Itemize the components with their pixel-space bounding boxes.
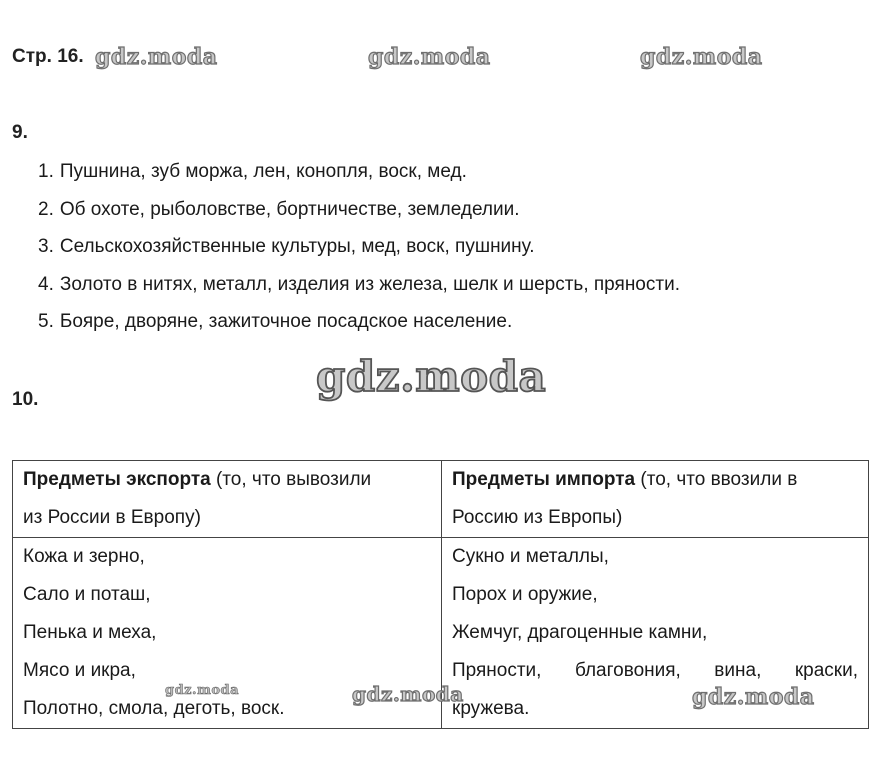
page-label: Стр. 16. bbox=[12, 46, 84, 67]
item-number: 3. bbox=[38, 236, 54, 257]
export-header-note-2: из России в Европу) bbox=[23, 507, 201, 528]
import-item: Пряности, благовония, вина, краски, bbox=[452, 660, 858, 681]
list-item bbox=[38, 156, 680, 194]
export-item: Пенька и меха, bbox=[23, 622, 157, 643]
watermark: gdz.moda bbox=[352, 682, 464, 706]
watermark: gdz.moda bbox=[368, 44, 491, 70]
export-item: Сало и поташ, bbox=[23, 584, 151, 605]
import-header-title: Предметы импорта bbox=[452, 469, 636, 490]
item-number: 5. bbox=[38, 311, 54, 332]
import-header-note: (то, что ввозили в bbox=[635, 469, 798, 490]
export-item: Полотно, смола, деготь, воск. bbox=[23, 698, 285, 719]
export-header-cell bbox=[13, 461, 442, 538]
import-header-note-2: Россию из Европы) bbox=[452, 507, 623, 528]
list-item bbox=[38, 269, 680, 307]
watermark: gdz.moda bbox=[95, 44, 218, 70]
item-text: Сельскохозяйственные культуры, мед, воск, пушнину. bbox=[59, 236, 535, 257]
import-item: кружева. bbox=[452, 698, 530, 719]
item-text: Об охоте, рыболовстве, бортничестве, земледелии. bbox=[59, 198, 520, 220]
export-item: Мясо и икра, bbox=[23, 660, 136, 681]
import-item: Сукно и металлы, bbox=[452, 546, 609, 567]
watermark: gdz.moda bbox=[692, 684, 815, 710]
item-text: Золото в нитях, металл, изделия из железа, шелк и шерсть, пряности. bbox=[59, 273, 680, 295]
task-number-10: 10. bbox=[12, 389, 39, 410]
import-item: Порох и оружие, bbox=[452, 584, 598, 605]
list-item bbox=[38, 306, 680, 344]
item-number: 4. bbox=[38, 273, 54, 295]
import-item: Жемчуг, драгоценные камни, bbox=[452, 622, 708, 643]
export-header-title: Предметы экспорта bbox=[23, 469, 211, 490]
export-header-note: (то, что вывозили bbox=[210, 469, 372, 490]
watermark: gdz.moda bbox=[316, 352, 547, 401]
item-number: 1. bbox=[38, 161, 54, 182]
watermark: gdz.moda bbox=[165, 683, 240, 698]
table-header-row bbox=[13, 461, 869, 538]
answer-list bbox=[38, 156, 680, 344]
task-number-9: 9. bbox=[12, 122, 28, 143]
item-text: Пушнина, зуб моржа, лен, конопля, воск, мед. bbox=[59, 161, 467, 182]
watermark: gdz.moda bbox=[640, 44, 763, 70]
import-header-cell bbox=[442, 461, 869, 538]
list-item bbox=[38, 231, 680, 269]
item-number: 2. bbox=[38, 198, 54, 220]
export-item: Кожа и зерно, bbox=[23, 546, 145, 567]
list-item bbox=[38, 194, 680, 232]
item-text: Бояре, дворяне, зажиточное посадское население. bbox=[59, 311, 513, 332]
